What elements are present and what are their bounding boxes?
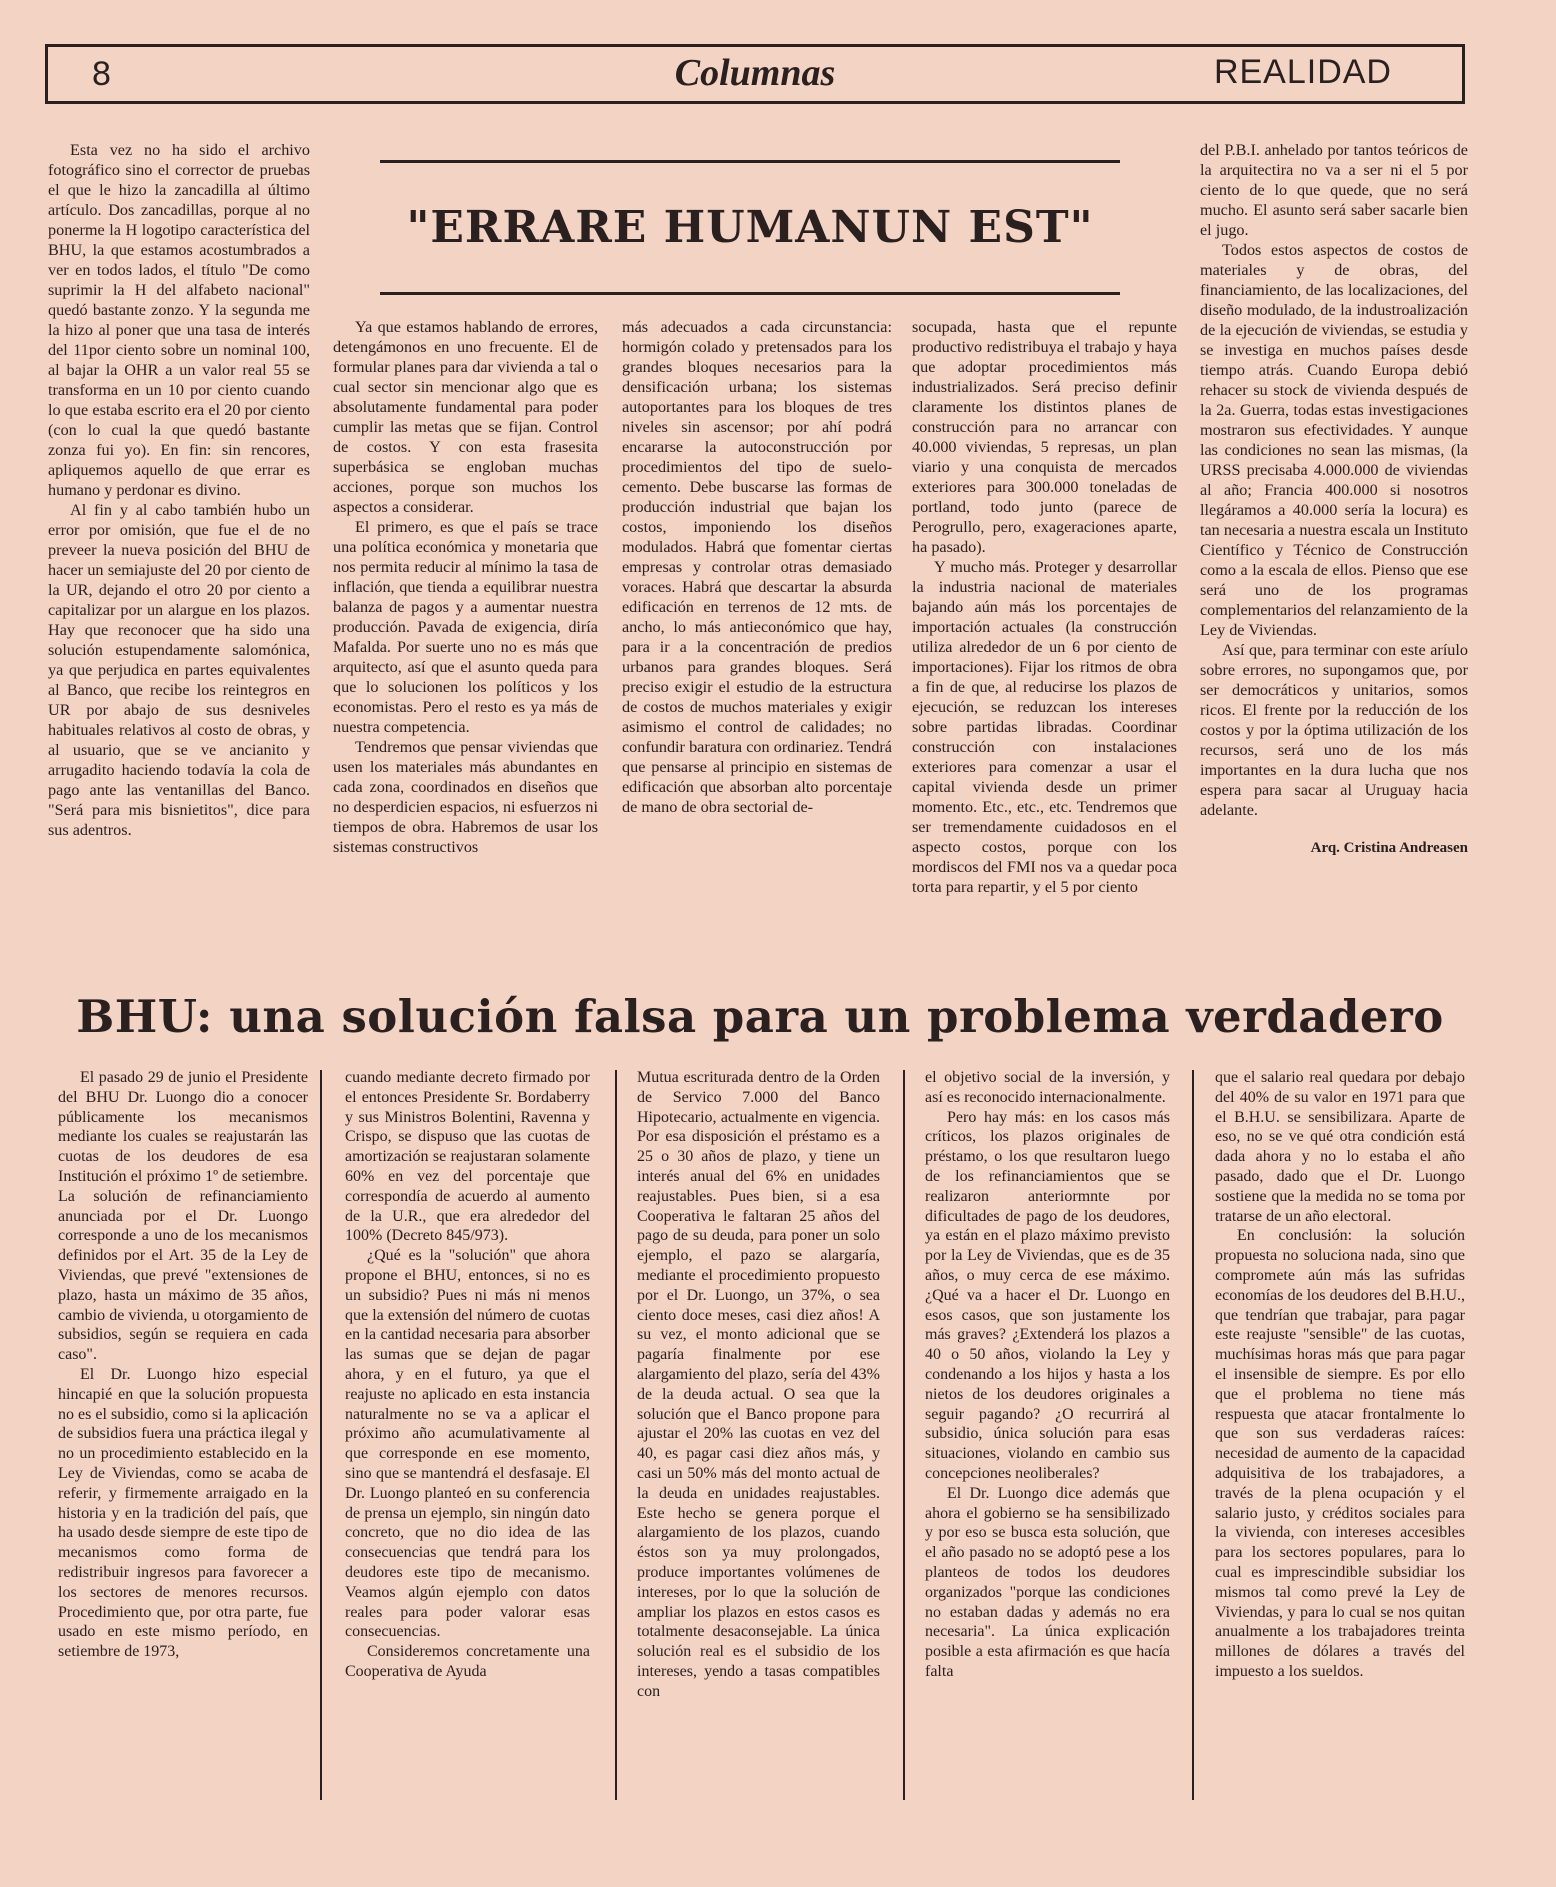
article1-column-1	[48, 140, 310, 840]
column-divider	[903, 1070, 905, 1800]
article2-column-1	[58, 1068, 308, 1662]
article2-column-5	[1215, 1068, 1465, 1682]
article1-column-3	[622, 317, 892, 817]
section-title: Columnas	[674, 52, 836, 94]
paragraph: Todos estos aspectos de costos de materiales y de obras, del financiamiento, de las localizaciones, del diseño modulado, de la industroalización de la ejecución de viviendas, se estudia y se investiga en muchos países desde tiempo atrás. Cuando Europa debió rehacer su stock de vivienda después de la 2a. Guerra, todas estas investigaciones mostraron sus efectividades. Y aunque las condiciones no sean las mismas, (la URSS precisaba 4.000.000 de viviendas al año; Francia 400.000 si nosotros llegáramos a 40.000 sería la locura) es tan necesaria a nuestra escala un Instituto Científico y Técnico de Construcción como a la escala de ellos. Pienso que ese será uno de los programas complementarios del relanzamiento de la Ley de Viviendas.	[1200, 241, 1468, 639]
paragraph: El primero, es que el país se trace una política económica y monetaria que nos permita reducir al mínimo la tasa de inflación, que tienda a equilibrar nuestra balanza de pagos y a aumentar nuestra producción. Pavada de exigencia, diría Mafalda. Por suerte uno no es más que arquitecto, así que el asunto queda para que lo solucionen los políticos y los economistas. Pero el resto es ya más de nuestra competencia.	[333, 518, 598, 736]
paragraph: Y mucho más. Proteger y desarrollar la industria nacional de materiales bajando aún más los porcentajes de importación actuales (la construcción utiliza alrededor de un 6 por ciento de importaciones). Fijar los ritmos de obra a fin de que, al reducirse los plazos de ejecución, se reduzcan los intereses sobre partidas libradas. Coordinar construcción con instalaciones exteriores para comenzar a usar el capital vivienda desde un primer momento. Etc., etc., etc. Tendremos que ser tremendamente cuidadosos en el aspecto costos, porque con los mordiscos del FMI nos va a quedar poca torta para repartir, y el 5 por ciento	[912, 558, 1177, 896]
page-header	[45, 44, 1465, 104]
paragraph: socupada, hasta que el repunte productivo redistribuya el trabajo y haya que adoptar procedimientos más industrializados. Será preciso definir claramente los distintos planes de construcción para no arrancar con 40.000 viviendas, 5 represas, un plan viario y una conquista de mercados exteriores para 300.000 toneladas de portland, todo junto (parece de Perogrullo, pero, exageraciones aparte, ha pasado).	[912, 318, 1177, 556]
paragraph: Al fin y al cabo también hubo un error por omisión, que fue el de no preveer la nueva posición del BHU de hacer un semiajuste del 20 por ciento de la UR, dejando el otro 20 por ciento a capitalizar por un alargue en los plazos. Hay que reconocer que ha sido una solución estupendamente salomónica, ya que perjudica en partes equivalentes al Banco, que recibe los reintegros en UR por abajo de sus desniveles habituales relativos al costo de obras, y al usuario, que se ve ancianito y arrugadito haciendo todavía la cola de pago ante las ventanillas del Banco. "Será para mis bisnietitos", dice para sus adentros.	[48, 501, 310, 839]
byline: Arq. Cristina Andreasen	[1310, 840, 1468, 856]
paragraph: cuando mediante decreto firmado por el entonces Presidente Sr. Bordaberry y sus Ministros Bolentini, Ravenna y Crispo, se dispuso que las cuotas de amortización se reajustaran solamente 60% en vez del porcentaje que correspondía de acuerdo al aumento de la U.R., que era alrededor del 100% (Decreto 845/973).	[345, 1069, 590, 1245]
article1-column-5	[1200, 140, 1468, 858]
paragraph: Así que, para terminar con este aríulo sobre errores, no supongamos que, por ser democráticos y unitarios, somos ricos. El frente por la reducción de los costos y por la óptima utilización de los recursos, será uno de los más importantes en la dura lucha que nos espera para sacar al Uruguay hacia adelante.	[1200, 641, 1468, 819]
paragraph: del P.B.I. anhelado por tantos teóricos de la arquitectira no va a ser ni el 5 por ciento de lo que quede, que no será mucho. El asunto será saber sacarle bien el jugo.	[1200, 141, 1468, 239]
column-divider	[1192, 1070, 1194, 1800]
article2-column-2	[345, 1068, 590, 1682]
article2-column-3	[637, 1068, 880, 1702]
paragraph: El Dr. Luongo dice además que ahora el gobierno se ha sensibilizado y por eso se busca esta solución, que el año pasado no se adoptó pese a los planteos de todos los deudores organizados "porque las condiciones no estaban dadas y además no era necesaria". La única explicación posible a esta afirmación es que hacía falta	[925, 1484, 1170, 1680]
paragraph: Pero hay más: en los casos más críticos, los plazos originales de préstamo, o los que resultaron luego de los refinanciamientos que se realizaron anteriormnte por dificultades de pago de los deudores, ya están en el plazo máximo previsto por la Ley de Viviendas, que es de 35 años, o muy cerca de ese máximo. ¿Qué va a hacer el Dr. Luongo en esos casos, que son justamente los más graves? ¿Extenderá los plazos a 40 o 50 años, violando la Ley y condenando a los hijos y hasta a los nietos de los deudores originales a seguir pagando? ¿O recurrirá al subsidio, única solución para esas situaciones, violando en cambio sus concepciones neoliberales?	[925, 1108, 1170, 1482]
paragraph: más adecuados a cada circunstancia: hormigón colado y pretensados para los grandes bloques necesarios para la densificación urbana; los sistemas autoportantes para los bloques de tres niveles sin ascensor; por ahí podrá encararse la autoconstrucción por procedimientos del tipo de suelo-cemento. Debe buscarse las formas de producción industrial que bajan los costos, imponiendo los diseños modulados. Habrá que fomentar ciertas empresas y controlar otras demasiado voraces. Habrá que descartar la absurda edificación en terrenos de 12 mts. de ancho, lo más antieconómico que hay, para ir a la concentración de predios urbanos para grandes bloques. Será preciso exigir el estudio de la estructura de costos de muchos materiales y exigir asimismo el control de calidades; no confundir baratura con ordinariez. Tendrá que pensarse al principio en sistemas de edificación que absorban alto porcentaje de mano de obra sectorial de-	[622, 318, 892, 816]
paragraph: Esta vez no ha sido el archivo fotográfico sino el corrector de pruebas el que le hizo la zancadilla al último artículo. Dos zancadillas, porque al no ponerme la H logotipo característica del BHU, la que estamos acostumbrados a ver en todos lados, el título "De como suprimir la H del alfabeto nacional" quedó bastante zonzo. Y la segunda me la hizo al poner que una tasa de interés del 11por ciento sobre un nominal 100, al bajar la OHR a un valor real 55 se transforma en un 10 por ciento cuando lo que estaba escrito era el 20 por ciento (con lo cual la que quedó bastante zonza fui yo). En fin: sin rencores, apliquemos aquello de que errar es humano y perdonar es divino.	[48, 141, 310, 499]
paragraph: que el salario real quedara por debajo del 40% de su valor en 1971 para que el B.H.U. se sensibilizara. Aparte de eso, no se ve qué otra condición está dada ahora y no lo estaba el año pasado, dado que el Dr. Luongo sostiene que la medida no se toma por tratarse de un año electoral.	[1215, 1069, 1465, 1225]
column-divider	[615, 1070, 617, 1800]
publication-name: REALIDAD	[1213, 53, 1392, 91]
paragraph: Consideremos concretamente una Cooperativa de Ayuda	[345, 1643, 590, 1680]
article1-headline: "ERRARE HUMANUN EST"	[406, 202, 1094, 253]
article2-column-4	[925, 1068, 1170, 1682]
article1-column-4	[912, 317, 1177, 897]
page-number: 8	[92, 55, 111, 93]
article2-headline: BHU: una solución falsa para un problema verdadero	[76, 990, 1444, 1043]
paragraph: Ya que estamos hablando de errores, detengámonos en uno frecuente. El de formular planes para dar vivienda a tal o cual sector sin mencionar algo que es absolutamente fundamental para poder cumplir las metas que se fijan. Control de costos. Y con esta frasesita superbásica se engloban muchas acciones, porque son muchos los aspectos a considerar.	[333, 318, 598, 516]
paragraph: ¿Qué es la "solución" que ahora propone el BHU, entonces, si no es un subsidio? Pues ni más ni menos que la extensión del número de cuotas en la cantidad necesaria para absorber las sumas que se dejan de pagar ahora, y en el futuro, ya que el reajuste no aplicado en esta instancia naturalmente no se va a aplicar el próximo año acumulativamente al que corresponde en ese momento, sino que se mantendrá el desfasaje. El Dr. Luongo planteó en su conferencia de prensa un ejemplo, sin ningún dato concreto, que no dio idea de las consecuencias que tendrá para los deudores este tipo de mecanismo. Veamos algún ejemplo con datos reales para poder valorar esas consecuencias.	[345, 1247, 590, 1641]
column-divider	[320, 1070, 322, 1800]
headline-bottom-rule	[380, 292, 1120, 295]
paragraph: Tendremos que pensar viviendas que usen los materiales más abundantes en cada zona, coordinados en diseños que no desperdicien espacios, ni esfuerzos ni tiempos de obra. Habremos de usar los sistemas constructivos	[333, 738, 598, 856]
paragraph: el objetivo social de la inversión, y así es reconocido internacionalmente.	[925, 1069, 1170, 1106]
paragraph: El pasado 29 de junio el Presidente del BHU Dr. Luongo dio a conocer públicamente los mecanismos mediante los cuales se reajustarán las cuotas de los deudores de esa Institución el próximo 1º de setiembre. La solución de refinanciamiento anunciada por el Dr. Luongo corresponde a uno de los mecanismos definidos por el Art. 35 de la Ley de Viviendas, que prevé "extensiones de plazo, hasta un máximo de 35 años, cambio de vivienda, u otorgamiento de subsidios, según se requiera en cada caso".	[58, 1069, 308, 1364]
paragraph: En conclusión: la solución propuesta no soluciona nada, sino que compromete aún más las sufridas economías de los deudores del B.H.U., que tendrían que trabajar, para pagar este reajuste "sensible" de las cuotas, muchísimas horas más que para pagar el insensible de siempre. Es por ello que el problema no tiene más respuesta que atacar frontalmente lo que son sus verdaderas raíces: necesidad de aumento de la capacidad adquisitiva de los trabajadores, a través de la plena ocupación y el salario justo, y créditos sociales para la vivienda, con intereses accesibles para los sectores populares, para lo cual es imprescindible subsidiar los mismos tal como prevé la Ley de Viviendas, y para lo cual se nos quitan anualmente a los trabajadores treinta millones de dólares a través del impuesto a los sueldos.	[1215, 1227, 1465, 1680]
headline-top-rule	[380, 160, 1120, 163]
paragraph: Mutua escriturada dentro de la Orden de Servico 7.000 del Banco Hipotecario, actualmente en vigencia. Por esa disposición el préstamo es a 25 o 30 años de plazo, y tiene un interés anual del 6% en unidades reajustables. Pues bien, si a esa Cooperativa le faltaran 25 años del pago de su deuda, para poner un solo ejemplo, el pazo se alargaría, mediante el procedimiento propuesto por el Dr. Luongo, un 37%, o sea ciento doce meses, casi diez años! A su vez, el monto adicional que se pagaría finalmente por ese alargamiento del plazo, sería del 43% de la deuda actual. O sea que la solución que el Banco propone para ajustar el 20% las cuotas en vez del 40, es pagar casi diez años más, y casi un 50% más del monto actual de la deuda en unidades reajustables. Este hecho se genera porque el alargamiento de los plazos, cuando éstos son ya muy prolongados, produce importantes volúmenes de intereses, por lo que la solución de ampliar los plazos en estos casos es totalmente desaconsejable. La única solución real es el subsidio de los intereses, yendo a tasas compatibles con	[637, 1069, 880, 1700]
paragraph: El Dr. Luongo hizo especial hincapié en que la solución propuesta no es el subsidio, como si la aplicación de subsidios fuera una práctica ilegal y no un procedimiento establecido en la Ley de Viviendas, como se acaba de referir, y firmemente arraigado en la historia y en la tradición del país, que ha usado desde siempre de este tipo de mecanismos como forma de redistribuir ingresos para favorecer a los sectores de menores recursos. Procedimiento que, por otra parte, fue usado en este mismo período, en setiembre de 1973,	[58, 1365, 308, 1661]
article1-column-2	[333, 317, 598, 857]
